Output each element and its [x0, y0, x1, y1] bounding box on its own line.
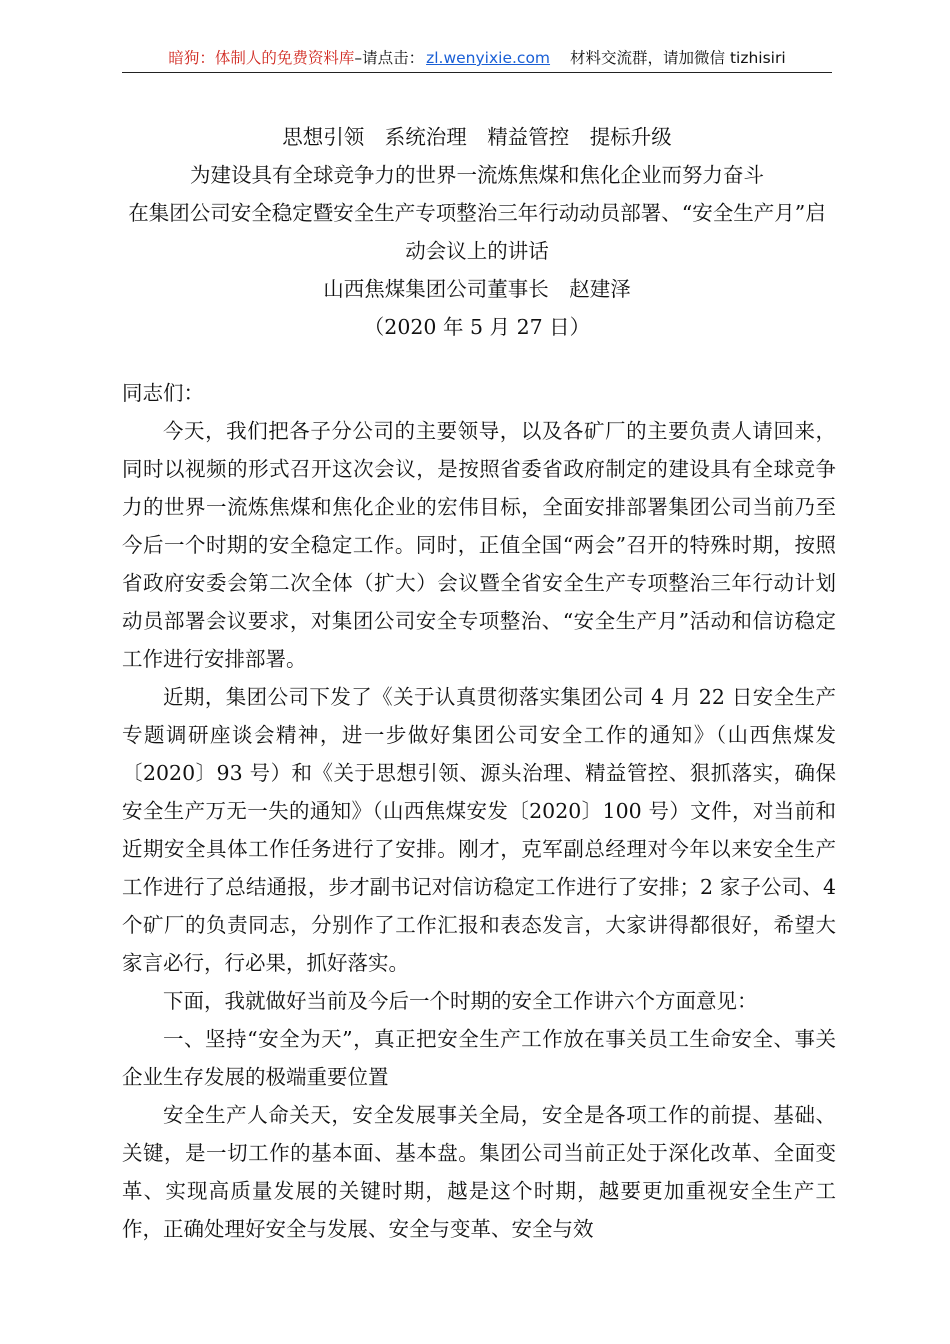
- header-link[interactable]: zl.wenyixie.com: [426, 49, 551, 67]
- paragraph-2: 近期，集团公司下发了《关于认真贯彻落实集团公司 4 月 22 日安全生产专题调研座谈会精神，进一步做好集团公司安全工作的通知》（山西焦煤发〔2020〕93 号）和《关于思想引领、源头治理、精益管控、狠抓落实，确保安全生产万无一失的通知》（山西焦煤安发〔2020〕100 号）文件，对当前和近期安全具体工作任务进行了安排。刚才，克军副总经理对今年以来安全生产工作进行了总结通报，步才副书记对信访稳定工作进行了安排；2 家子公司、4 个矿厂的负责同志，分别作了工作汇报和表态发言，大家讲得都很好，希望大家言必行，行必果，抓好落实。: [122, 685, 836, 975]
- speaker-line: 山西焦煤集团公司董事长 赵建泽: [323, 277, 631, 301]
- page-header: [122, 44, 832, 73]
- header-prompt: –请点击：: [354, 49, 425, 67]
- header-contact: 材料交流群，请加微信 tizhisiri: [570, 49, 786, 67]
- header-brand: 暗狗：体制人的免费资料库: [168, 49, 355, 67]
- paragraph-4: 安全生产人命关天，安全发展事关全局，安全是各项工作的前提、基础、关键，是一切工作的基本面、基本盘。集团公司当前正处于深化改革、全面变革、实现高质量发展的关键时期，越是这个时期，越要更加重视安全生产工作，正确处理好安全与发展、安全与变革、安全与效: [122, 1103, 836, 1241]
- title-line-3: 在集团公司安全稳定暨安全生产专项整治三年行动动员部署、“安全生产月”启动会议上的讲话: [128, 201, 826, 263]
- title-line-1: 思想引领 系统治理 精益管控 提标升级: [282, 125, 672, 149]
- date-line: （2020 年 5 月 27 日）: [363, 315, 591, 339]
- paragraph-1: 今天，我们把各子分公司的主要领导，以及各矿厂的主要负责人请回来，同时以视频的形式召开这次会议，是按照省委省政府制定的建设具有全球竞争力的世界一流炼焦煤和焦化企业的宏伟目标，全面安排部署集团公司当前乃至今后一个时期的安全稳定工作。同时，正值全国“两会”召开的特殊时期，按照省政府安委会第二次全体（扩大）会议暨全省安全生产专项整治三年行动计划动员部署会议要求，对集团公司安全专项整治、“安全生产月”活动和信访稳定工作进行安排部署。: [122, 419, 836, 671]
- title-block: [122, 118, 832, 346]
- section-heading-1: 一、坚持“安全为天”，真正把安全生产工作放在事关员工生命安全、事关企业生存发展的极端重要位置: [122, 1027, 836, 1089]
- salutation: 同志们：: [122, 381, 204, 405]
- title-line-2: 为建设具有全球竞争力的世界一流炼焦煤和焦化企业而努力奋斗: [190, 163, 764, 187]
- paragraph-3: 下面，我就做好当前及今后一个时期的安全工作讲六个方面意见：: [163, 989, 758, 1013]
- speech-body: [122, 374, 836, 1248]
